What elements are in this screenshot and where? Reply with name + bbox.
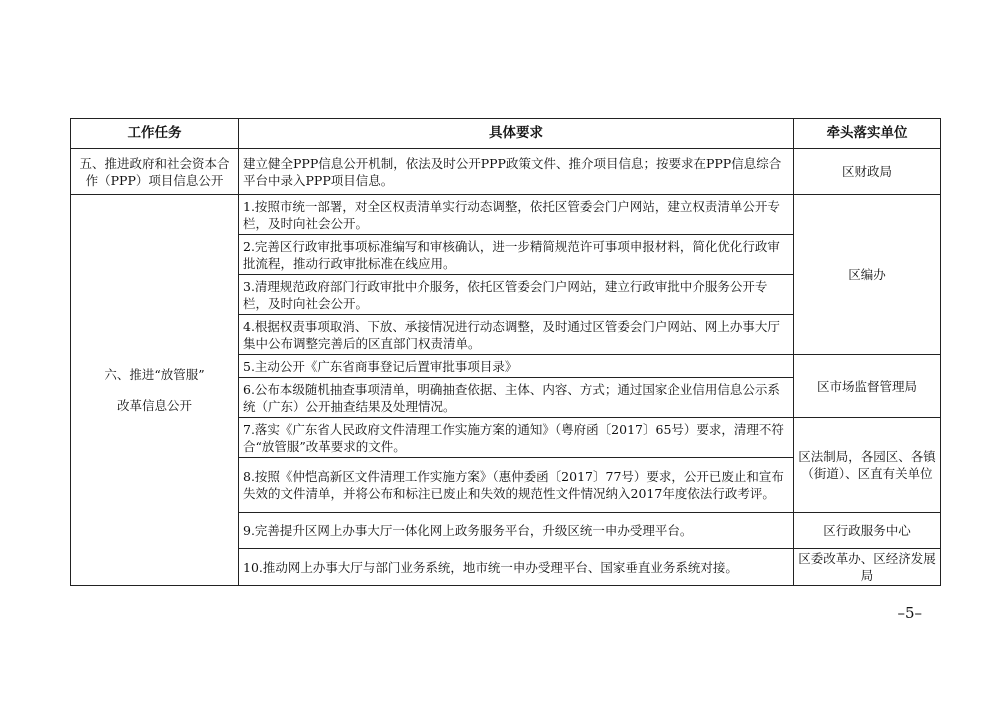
header-task: 工作任务: [71, 119, 239, 149]
header-unit: 牵头落实单位: [794, 119, 941, 149]
task-line-2: 改革信息公开: [116, 398, 192, 413]
task-cell-fangguanfu: [71, 195, 239, 586]
requirement-cell: 4.根据权责事项取消、下放、承接情况进行动态调整，及时通过区管委会门户网站、网上办事大厅集中公布调整完善后的区直部门权责清单。: [239, 315, 794, 355]
table-row: [71, 149, 941, 195]
page-number: –5–: [897, 604, 922, 622]
requirement-cell: 3.清理规范政府部门行政审批中介服务，依托区管委会门户网站，建立行政审批中介服务公开专栏，及时向社会公开。: [239, 275, 794, 315]
unit-cell: 区行政服务中心: [794, 513, 941, 549]
requirement-cell: 1.按照市统一部署，对全区权责清单实行动态调整，依托区管委会门户网站，建立权责清单公开专栏，及时向社会公开。: [239, 195, 794, 235]
task-line-1: 六、推进“放管服”: [104, 367, 205, 382]
table-row: [71, 195, 941, 235]
task-cell-ppp: 五、推进政府和社会资本合作（PPP）项目信息公开: [71, 149, 239, 195]
requirement-cell: 8.按照《仲恺高新区文件清理工作实施方案》（惠仲委函〔2017〕77号）要求，公开已废止和宣布失效的文件清单，并将公布和标注已废止和失效的规范性文件情况纳入2017年度依法行政考评。: [239, 458, 794, 513]
requirement-cell: 9.完善提升区网上办事大厅一体化网上政务服务平台，升级区统一申办受理平台。: [239, 513, 794, 549]
table-header-row: [71, 119, 941, 149]
unit-cell: 区市场监督管理局: [794, 355, 941, 418]
requirement-cell: 10.推动网上办事大厅与部门业务系统，地市统一申办受理平台、国家垂直业务系统对接。: [239, 549, 794, 586]
unit-cell: 区编办: [794, 195, 941, 355]
requirement-cell: 7.落实《广东省人民政府文件清理工作实施方案的通知》（粤府函〔2017〕65号）要求，清理不符合“放管服”改革要求的文件。: [239, 418, 794, 458]
requirement-cell: 5.主动公开《广东省商事登记后置审批事项目录》: [239, 355, 794, 378]
requirement-cell: 2.完善区行政审批事项标准编写和审核确认，进一步精简规范许可事项申报材料，简化优化行政审批流程，推动行政审批标准在线应用。: [239, 235, 794, 275]
unit-cell: 区法制局，各园区、各镇（街道）、区直有关单位: [794, 418, 941, 513]
header-requirement: 具体要求: [239, 119, 794, 149]
unit-cell: 区委改革办、区经济发展局: [794, 549, 941, 586]
requirement-cell: 建立健全PPP信息公开机制，依法及时公开PPP政策文件、推介项目信息；按要求在PPP信息综合平台中录入PPP项目信息。: [239, 149, 794, 195]
unit-cell: 区财政局: [794, 149, 941, 195]
requirement-cell: 6.公布本级随机抽查事项清单，明确抽查依据、主体、内容、方式；通过国家企业信用信息公示系统（广东）公开抽查结果及处理情况。: [239, 378, 794, 418]
work-task-table: [70, 118, 941, 586]
